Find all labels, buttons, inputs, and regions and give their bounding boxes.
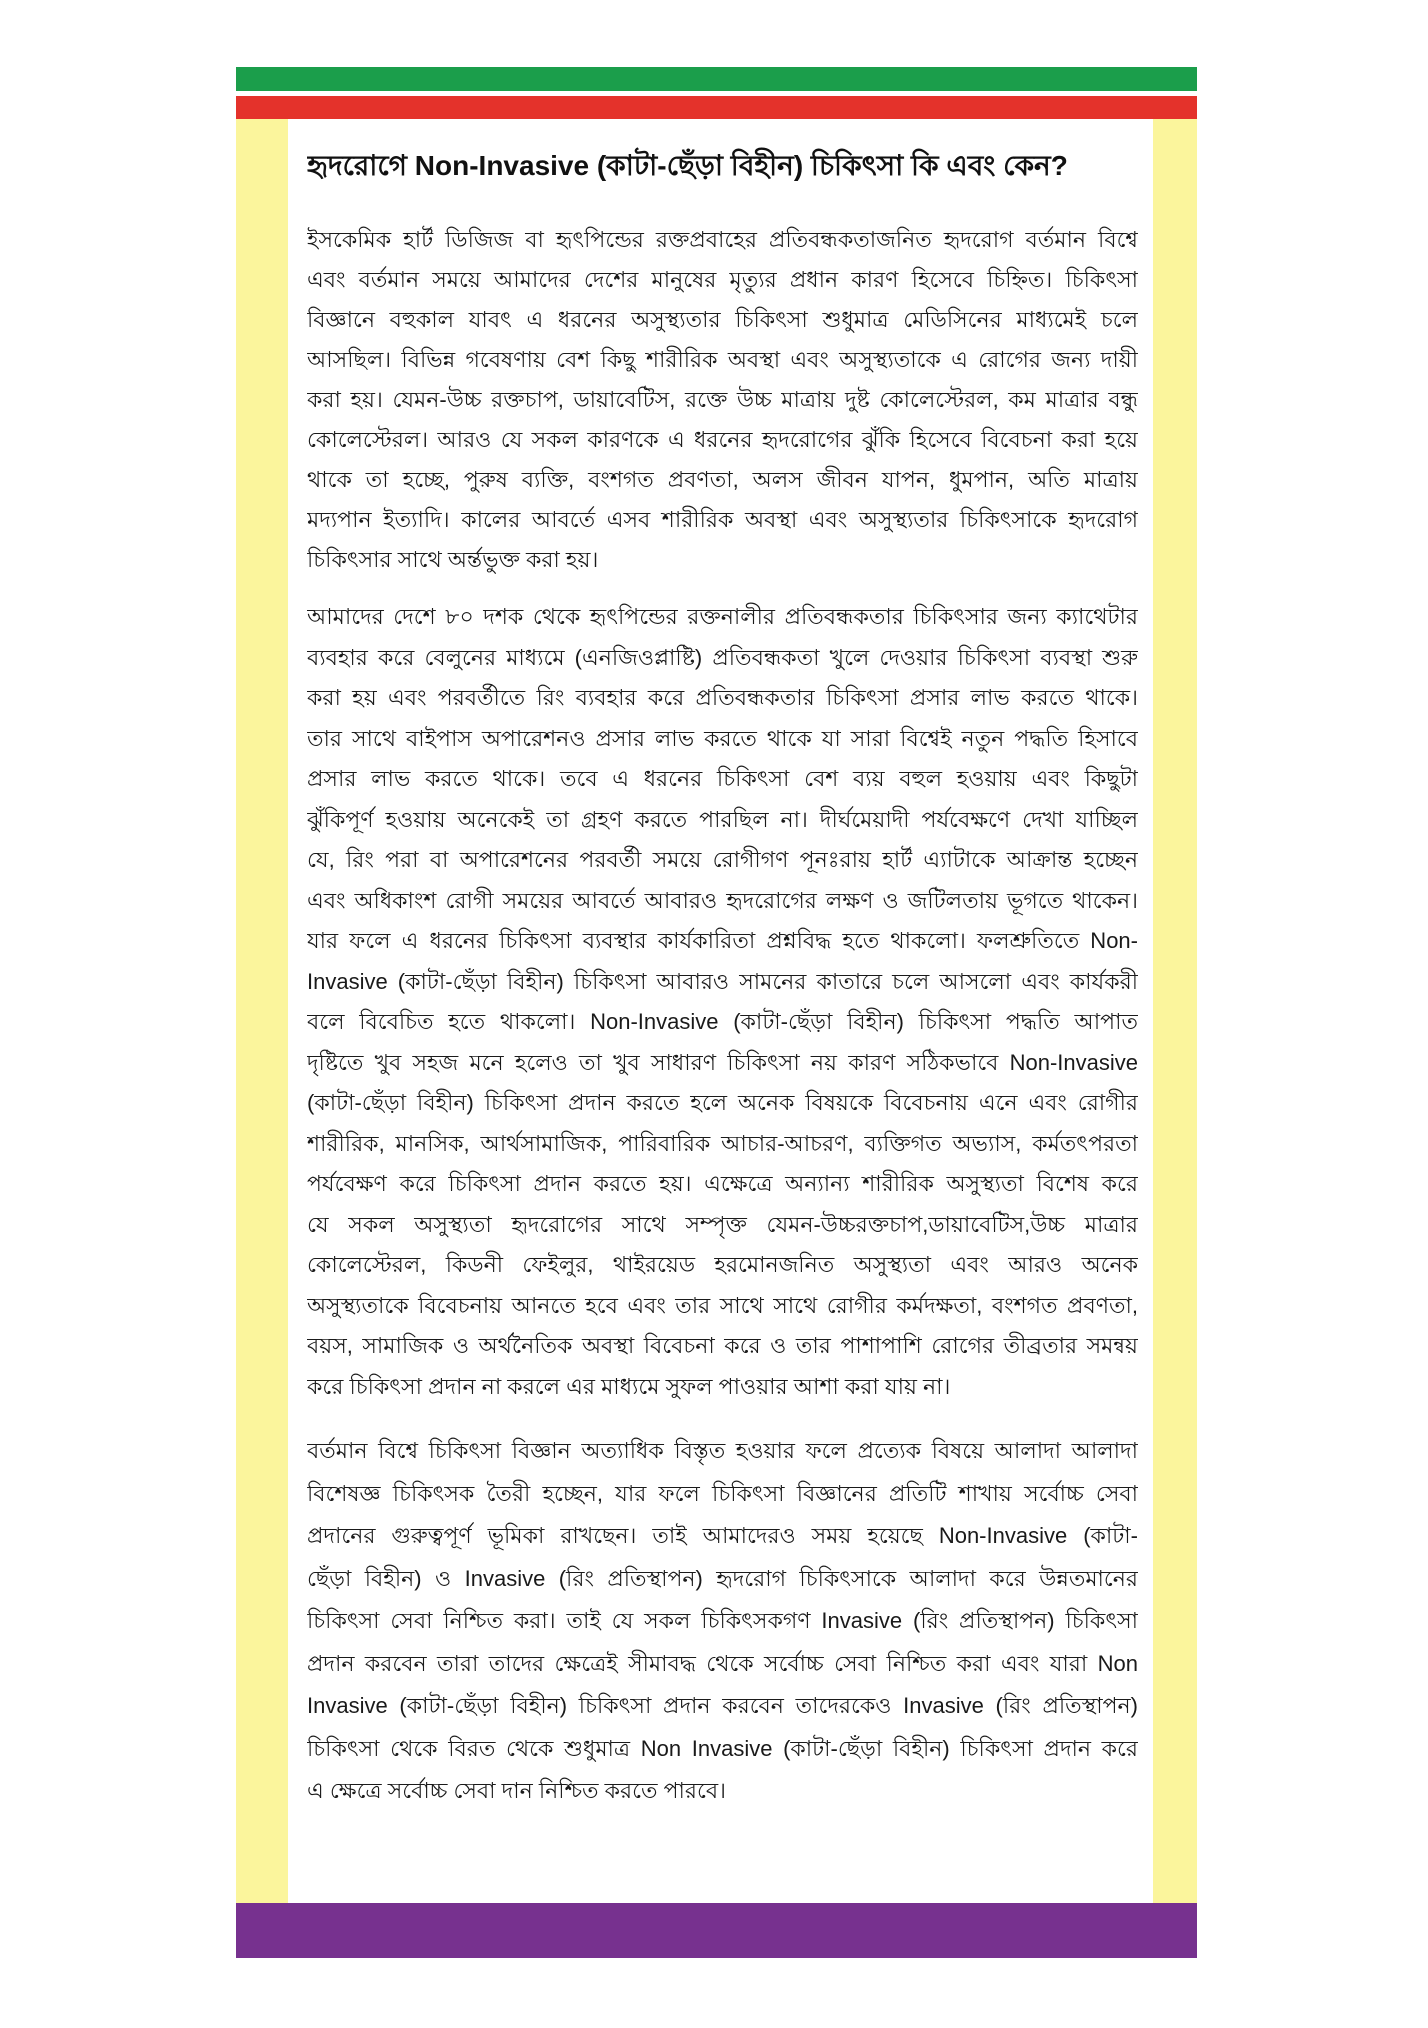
text-line: আসছিল। বিভিন্ন গবেষণায় বেশ কিছু শারীরিক অবস্থা এবং অসুস্থ্যতাকে এ রোগের জন্য দায়ী	[307, 347, 1138, 372]
text-line: ব্যবহার করে বেলুনের মাধ্যমে (এনজিওপ্লাষ্টি) প্রতিবন্ধকতা খুলে দেওয়ার চিকিৎসা ব্যবস্থা শুরু	[307, 644, 1138, 670]
text-line: প্রদান করবেন তারা তাদের ক্ষেত্রেই সীমাবদ্ধ থেকে সর্বোচ্চ সেবা নিশ্চিত করা এবং যারা Non	[307, 1650, 1138, 1676]
article-title: হৃদরোগে Non-Invasive (কাটা-ছেঁড়া বিহীন) চিকিৎসা কি এবং কেন?	[307, 150, 1068, 181]
text-line: প্রদানের গুরুত্বপূর্ণ ভূমিকা রাখছেন। তাই আমাদেরও সময় হয়েছে Non-Invasive (কাটা-	[307, 1523, 1138, 1548]
text-line: ঝুঁকিপূর্ণ হওয়ায় অনেকেই তা গ্রহণ করতে পারছিল না। দীর্ঘমেয়াদী পর্যবেক্ষণে দেখা যাচ্ছিল	[307, 806, 1138, 832]
text-line: ছেঁড়া বিহীন) ও Invasive (রিং প্রতিস্থাপন) হৃদরোগ চিকিৎসাকে আলাদা করে উন্নতমানের	[307, 1565, 1138, 1591]
text-line: বয়স, সামাজিক ও অর্থনৈতিক অবস্থা বিবেচনা করে ও তার পাশাপাশি রোগের তীব্রতার সমন্বয়	[307, 1333, 1138, 1358]
text-line: বিশেষজ্ঞ চিকিৎসক তৈরী হচ্ছেন, যার ফলে চিকিৎসা বিজ্ঞানের প্রতিটি শাখায় সর্বোচ্চ সেবা	[307, 1480, 1138, 1506]
article	[307, 0, 1138, 2028]
text-line: এবং বর্তমান সময়ে আমাদের দেশের মানুষের মৃত্যুর প্রধান কারণ হিসেবে চিহ্নিত। চিকিৎসা	[307, 267, 1138, 292]
text-line: মদ্যপান ইত্যাদি। কালের আবর্তে এসব শারীরিক অবস্থা এবং অসুস্থ্যতার চিকিৎসাকে হৃদরোগ	[307, 507, 1138, 532]
text-line: প্রসার লাভ করতে থাকে। তবে এ ধরনের চিকিৎসা বেশ ব্যয় বহুল হওয়ায় এবং কিছুটা	[307, 766, 1138, 791]
left-yellow-border	[236, 119, 288, 1903]
text-line: Invasive (কাটা-ছেঁড়া বিহীন) চিকিৎসা আবারও সামনের কাতারে চলে আসলো এবং কার্যকরী	[307, 968, 1138, 994]
text-line: চিকিৎসা থেকে বিরত থেকে শুধুমাত্র Non Invasive (কাটা-ছেঁড়া বিহীন) চিকিৎসা প্রদান করে	[307, 1735, 1138, 1761]
text-line: শারীরিক, মানসিক, আর্থসামাজিক, পারিবারিক আচার-আচরণ, ব্যক্তিগত অভ্যাস, কর্মতৎপরতা	[307, 1130, 1138, 1156]
paragraph-3	[307, 1430, 1138, 1813]
text-line: চিকিৎসা সেবা নিশ্চিত করা। তাই যে সকল চিকিৎসকগণ Invasive (রিং প্রতিস্থাপন) চিকিৎসা	[307, 1608, 1138, 1633]
text-line: করা হয়। যেমন-উচ্চ রক্তচাপ, ডায়াবেটিস, রক্তে উচ্চ মাত্রায় দুষ্ট কোলেস্টেরল, কম মাত্রার বন্ধু	[307, 387, 1138, 412]
text-line: Invasive (কাটা-ছেঁড়া বিহীন) চিকিৎসা প্রদান করবেন তাদেরকেও Invasive (রিং প্রতিস্থাপন)	[307, 1693, 1138, 1718]
text-line: থাকে তা হচ্ছে, পুরুষ ব্যক্তি, বংশগত প্রবণতা, অলস জীবন যাপন, ধুমপান, অতি মাত্রায়	[307, 467, 1138, 492]
text-line: তার সাথে বাইপাস অপারেশনও প্রসার লাভ করতে থাকে যা সারা বিশ্বেই নতুন পদ্ধতি হিসাবে	[307, 725, 1138, 751]
text-line: কোলেস্টেরল। আরও যে সকল কারণকে এ ধরনের হৃদরোগের ঝুঁকি হিসেবে বিবেচনা করা হয়ে	[307, 427, 1138, 452]
text-line: যে, রিং পরা বা অপারেশনের পরবর্তী সময়ে রোগীগণ পূনঃরায় হার্ট এ্যাটাকে আক্রান্ত হচ্ছেন	[307, 847, 1138, 872]
text-line: ইসকেমিক হার্ট ডিজিজ বা হৃৎপিন্ডের রক্তপ্রবাহের প্রতিবন্ধকতাজনিত হৃদরোগ বর্তমান বিশ্বে	[307, 227, 1138, 252]
text-line: কোলেস্টেরল, কিডনী ফেইলুর, থাইরয়েড হরমোনজনিত অসুস্থ্যতা এবং আরও অনেক	[307, 1252, 1138, 1277]
right-yellow-border	[1153, 119, 1197, 1903]
text-line: পর্যবেক্ষণ করে চিকিৎসা প্রদান করতে হয়। এক্ষেত্রে অন্যান্য শারীরিক অসুস্থ্যতা বিশেষ করে	[307, 1171, 1138, 1196]
text-line: এ ক্ষেত্রে সর্বোচ্চ সেবা দান নিশ্চিত করতে পারবে।	[307, 1778, 726, 1803]
text-line: বর্তমান বিশ্বে চিকিৎসা বিজ্ঞান অত্যাধিক বিস্তৃত হওয়ার ফলে প্রত্যেক বিষয়ে আলাদা আলাদা	[307, 1438, 1138, 1463]
text-line: যে সকল অসুস্থ্যতা হৃদরোগের সাথে সম্পৃক্ত যেমন-উচ্চরক্তচাপ,ডায়াবেটিস,উচ্চ মাত্রার	[307, 1211, 1138, 1237]
text-line: দৃষ্টিতে খুব সহজ মনে হলেও তা খুব সাধারণ চিকিৎসা নয় কারণ সঠিকভাবে Non-Invasive	[307, 1049, 1138, 1075]
text-line: করে চিকিৎসা প্রদান না করলে এর মাধ্যমে সুফল পাওয়ার আশা করা যায় না।	[307, 1373, 951, 1399]
text-line: (কাটা-ছেঁড়া বিহীন) চিকিৎসা প্রদান করতে হলে অনেক বিষয়কে বিবেচনায় এনে এবং রোগীর	[307, 1090, 1138, 1115]
text-line: চিকিৎসার সাথে অর্ন্তভুক্ত করা হয়।	[307, 547, 599, 572]
text-line: বলে বিবেচিত হতে থাকলো। Non-Invasive (কাটা-ছেঁড়া বিহীন) চিকিৎসা পদ্ধতি আপাত	[307, 1009, 1138, 1034]
text-line: বিজ্ঞানে বহুকাল যাবৎ এ ধরনের অসুস্থ্যতার চিকিৎসা শুধুমাত্র মেডিসিনের মাধ্যমেই চলে	[307, 307, 1138, 332]
text-line: আমাদের দেশে ৮০ দশক থেকে হৃৎপিন্ডের রক্তনালীর প্রতিবন্ধকতার চিকিৎসার জন্য ক্যাথেটার	[307, 604, 1138, 629]
text-line: যার ফলে এ ধরনের চিকিৎসা ব্যবস্থার কার্যকারিতা প্রশ্নবিদ্ধ হতে থাকলো। ফলশ্রুতিতে Non-	[307, 928, 1138, 953]
text-line: এবং অধিকাংশ রোগী সময়ের আবর্তে আবারও হৃদরোগের লক্ষণ ও জটিলতায় ভূগতে থাকেন।	[307, 887, 1138, 913]
text-line: করা হয় এবং পরবর্তীতে রিং ব্যবহার করে প্রতিবন্ধকতার চিকিৎসা প্রসার লাভ করতে থাকে।	[307, 685, 1138, 710]
paragraph-2	[307, 597, 1138, 1407]
text-line: অসুস্থ্যতাকে বিবেচনায় আনতে হবে এবং তার সাথে সাথে রোগীর কর্মদক্ষতা, বংশগত প্রবণতা,	[307, 1292, 1138, 1318]
paragraph-1	[307, 220, 1138, 580]
